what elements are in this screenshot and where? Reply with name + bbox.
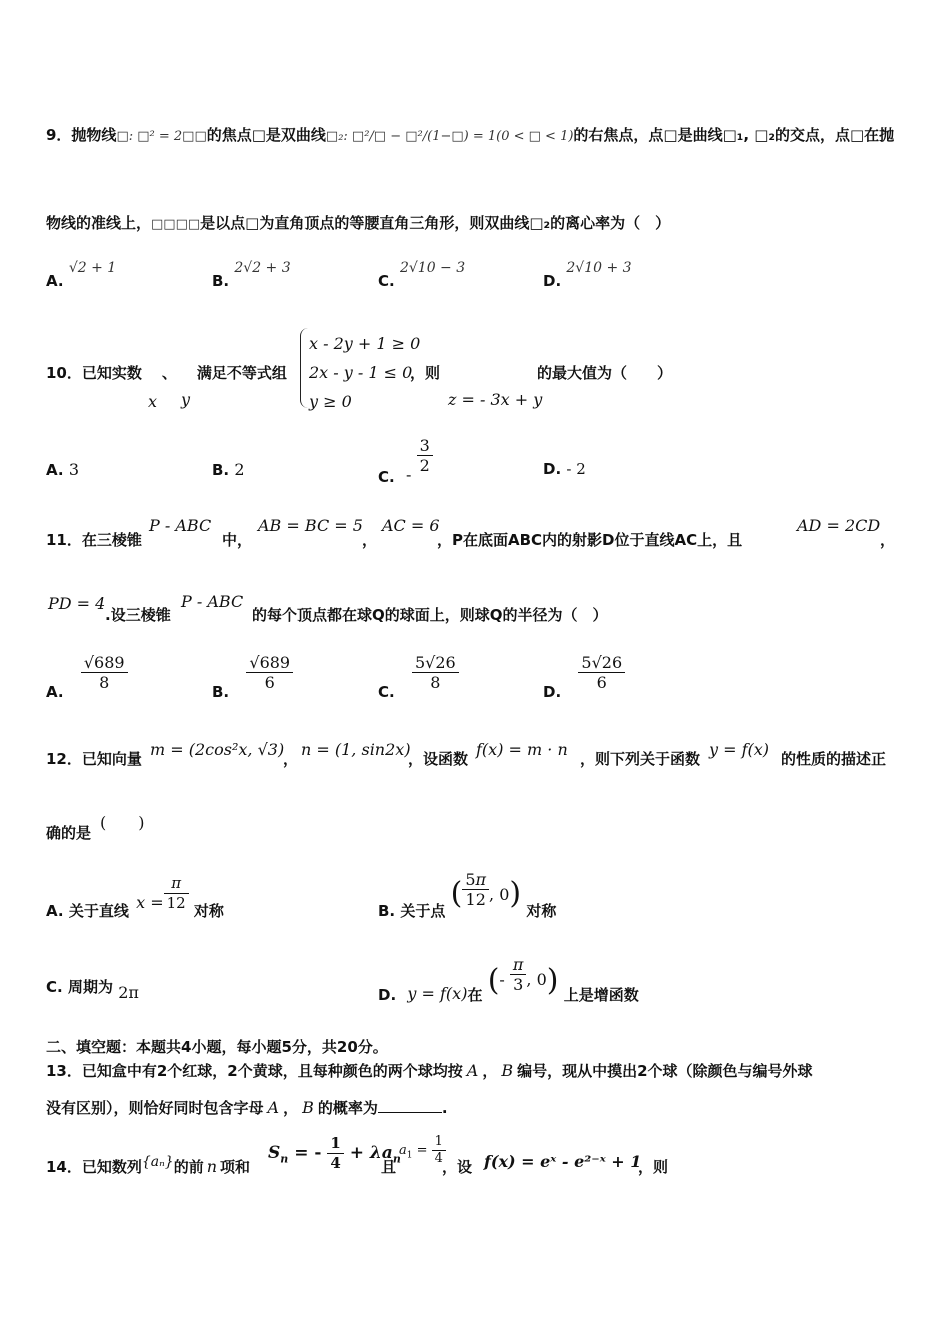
- q10-option-a[interactable]: A. 3: [46, 460, 80, 479]
- question-11: 11．在三棱锥: [46, 531, 142, 549]
- inequality-system: x - 2y + 1 ≥ 0 2x - y - 1 ≤ 0 y ≥ 0: [309, 334, 421, 411]
- var-y: y: [181, 390, 191, 409]
- q10-option-b[interactable]: B. 2: [212, 460, 245, 479]
- var-x: x: [148, 392, 158, 411]
- question-10: 10．已知实数 、 满足不等式组: [46, 364, 287, 382]
- parabola-equation: □: □² = 2□□: [116, 129, 207, 144]
- answer-blank[interactable]: [378, 1098, 442, 1113]
- q12-option-b[interactable]: B. 关于点 ( $\frac{5\pi}{12}$ , 0) 对称: [378, 870, 557, 920]
- triangle-label: □□□□: [151, 217, 201, 232]
- vector-n: n = (1, sin2x): [301, 740, 411, 759]
- pd-equals: PD = 4: [48, 594, 106, 613]
- q12-option-d[interactable]: D. y = f(x)在 (- $\frac{\pi}{3}$ , 0) 上是增函数: [378, 955, 639, 1004]
- q12-option-c[interactable]: C. 周期为 2π: [46, 978, 139, 1002]
- q11-option-d[interactable]: D. $\frac{5√26}{6}$: [543, 653, 625, 692]
- question-12: 12．已知向量: [46, 750, 142, 768]
- system-brace: [300, 328, 309, 408]
- ac-equals: AC = 6: [382, 516, 440, 535]
- question-13: 13．已知盒中有2个红球，2个黄球，且每种颜色的两个球均按 A ， B 编号，现从中摸出2个球（除颜色与编号外球: [46, 1061, 813, 1080]
- fraction-neg-three-halves: $\frac{3}{2}$: [417, 436, 433, 475]
- ad-equals-2cd: AD = 2CD: [797, 516, 881, 535]
- q9-option-b[interactable]: B. 2√2 + 3: [212, 260, 291, 290]
- question-14: 14．已知数列{aₙ}的前 n 项和: [46, 1154, 251, 1176]
- q11-option-c[interactable]: C. $\frac{5√26}{8}$: [378, 653, 459, 692]
- function-f: f(x) = m · n: [476, 740, 568, 759]
- tetrahedron-label-2: P - ABC: [181, 592, 244, 611]
- vector-m: m = (2cos²x, √3): [150, 740, 285, 759]
- q9-option-c[interactable]: C. 2√10 − 3: [378, 260, 466, 290]
- q10-option-d[interactable]: D. - 2: [543, 460, 586, 478]
- exam-page: 9．抛物线□: □² = 2□□的焦点□是双曲线□₂: □²/□ − □²/(1−□) = 1(0 < □ < 1)的右焦点，点□是曲线□₁, □₂的交点，点□在抛 物线的准线上，□□□□是以点□为直角顶点的等腰直角三角形，则双曲线□₂的离心率为（ ） A. √2 + 1 B. 2√2 + 3 C. 2√10 − 3 D. 2√10 + 3 10．已知实数 、 满足不等式组 x y x - 2y + 1 ≥ 0 2x - y - 1 ≤ 0 y ≥ 0 ，则 z = - 3x + y 的最大值为（ ） A. 3 B. 2 C. - $\frac{3}{2}$ D. - 2 P - ABC AB = BC = 5 AC = 6 AD = 2CD 11．在三棱锥 中， ， ，P在底面ABC内的射影D位于直线AC上，且 ， PD = 4 P - ABC .设三棱锥 的每个顶点都在球Q的球面上，则球Q的半径为（ ） A. $\frac{√689}{8}$ B. $\frac{√689}{6}$ C. $\frac{5√26}{8}$ D. $\frac{5√26}{6}$ 12．已知向量 m = (2cos²x, √3) ， n = (1, sin2x) ，设函数 f(x) = m · n ，则下列关于函数 y = f(x) 的性质的描述正 确的是 ( ) A. 关于直线 x = $\frac{\pi}{12}$ 对称 B. 关于点 ( $\frac{5\pi}{12}$ , 0) 对称 C. 周期为 2π D. y = f(x)在 (- $\frac{\pi}{3}$ , 0) 上是增函数 二、填空题：本题共4小题，每小题5分，共20分。 13．已知盒中有2个红球，2个黄球，且每种颜色的两个球均按 A ， B 编号，现从中摸出2个球（除颜色与编号外球 没有区别），则恰好同时包含字母 A ， B 的概率为 . 14．已知数列{aₙ}的前 n 项和 $S_n$ = - $\frac{1}{4}$ + $\lambda a_n$ 且 $a_1$ = $\frac{1}{4}$ ，设 f(x) = eˣ - e²⁻ˣ + 1 ，则: [0, 0, 950, 1344]
- section-heading: 二、填空题：本题共4小题，每小题5分，共20分。: [46, 1038, 388, 1056]
- q12-option-a[interactable]: A. 关于直线 x = $\frac{\pi}{12}$ 对称: [46, 874, 224, 920]
- function-y: y = f(x): [709, 740, 770, 759]
- q10-option-c[interactable]: C. - $\frac{3}{2}$: [378, 436, 433, 475]
- objective-function: z = - 3x + y: [448, 390, 543, 409]
- function-fx: f(x) = eˣ - e²⁻ˣ + 1: [484, 1152, 642, 1171]
- q9-option-a[interactable]: A. √2 + 1: [46, 260, 117, 290]
- question-13-line-2: 没有区别），则恰好同时包含字母 A ， B 的概率为 .: [46, 1098, 448, 1117]
- hyperbola-equation: □₂: □²/□ − □²/(1−□) = 1(0 < □ < 1): [325, 129, 574, 144]
- answer-paren: ( ): [100, 813, 145, 832]
- a1-value: $a_1$ = $\frac{1}{4}$: [399, 1134, 446, 1167]
- q11-option-b[interactable]: B. $\frac{√689}{6}$: [212, 653, 293, 692]
- sum-formula: $S_n$ = - $\frac{1}{4}$ + $\lambda a_n$: [268, 1134, 401, 1172]
- q11-option-a[interactable]: A. $\frac{√689}{8}$: [46, 653, 128, 692]
- question-9: 9．抛物线□: □² = 2□□的焦点□是双曲线□₂: □²/□ − □²/(1−□) = 1(0 < □ < 1)的右焦点，点□是曲线□₁, □₂的交点，点□在抛: [46, 126, 895, 144]
- q9-option-d[interactable]: D. 2√10 + 3: [543, 260, 632, 290]
- ab-equals-bc: AB = BC = 5: [258, 516, 363, 535]
- tetrahedron-label: P - ABC: [149, 516, 212, 535]
- question-9-line-2: 物线的准线上，□□□□是以点□为直角顶点的等腰直角三角形，则双曲线□₂的离心率为（ ）: [46, 214, 671, 232]
